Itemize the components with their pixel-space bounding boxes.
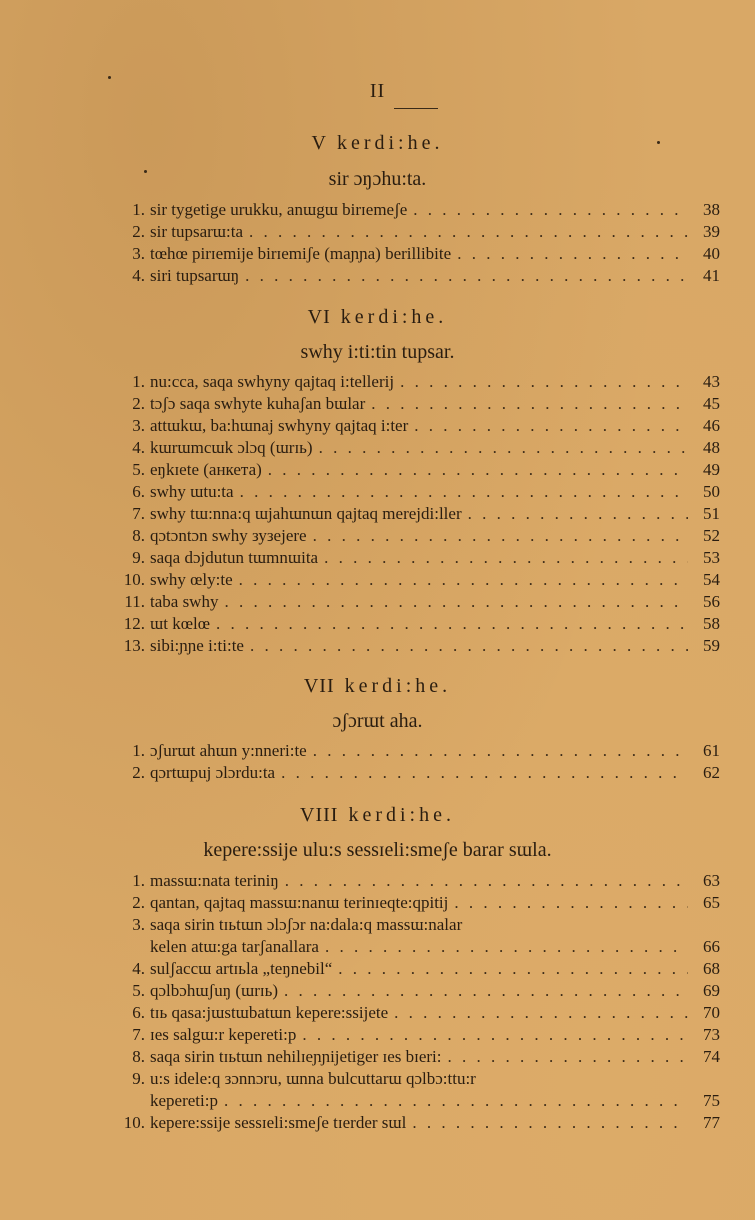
toc-entry xyxy=(115,221,720,243)
toc-entry xyxy=(115,243,720,265)
entry-page-number: 52 xyxy=(703,526,720,545)
entry-number: 6. xyxy=(132,1003,145,1022)
dot-leader xyxy=(319,437,688,459)
entry-number: 3. xyxy=(132,244,145,263)
entry-number: 10. xyxy=(123,1113,145,1132)
toc-entry xyxy=(115,393,720,415)
dot-leader xyxy=(240,481,688,503)
toc-entry xyxy=(115,1002,720,1024)
dot-leader xyxy=(245,265,688,287)
entry-number: 3. xyxy=(132,416,145,435)
entry-page-number: 56 xyxy=(703,592,720,611)
entry-title: kɯrɯmcɯk ɔlɔq (ɯrɪь) xyxy=(150,438,313,457)
entry-title: swhy ɯtu:ta xyxy=(150,482,234,501)
chapter-word: kerdi:he. xyxy=(348,804,455,826)
toc-entry xyxy=(115,762,720,784)
entry-number: 11. xyxy=(124,592,145,611)
entry-title: qɔtɔntɔn swhy зузejere xyxy=(150,526,307,545)
entry-number: 5. xyxy=(132,981,145,1000)
entry-title: u:s idele:q зɔnnɔru, ɯnna bulcuttarɯ qɔlbɔ:ttu:r xyxy=(150,1069,476,1088)
toc-entry xyxy=(115,437,720,459)
entry-number: 2. xyxy=(132,222,145,241)
entry-page-number: 53 xyxy=(703,548,720,567)
dot-leader xyxy=(302,1024,688,1046)
entry-title: sir tygetige urukku, anɯgɯ birɪemeʃe xyxy=(150,200,408,219)
chapter-subtitle: sir ɔŋɔhu:ta. xyxy=(328,168,427,190)
entry-page-number: 54 xyxy=(703,570,720,589)
toc-list xyxy=(115,199,720,287)
chapter-heading xyxy=(0,132,755,155)
entry-page-number: 73 xyxy=(703,1025,720,1044)
toc-entry xyxy=(115,1068,720,1090)
toc-list xyxy=(115,870,720,1134)
entry-number: 1. xyxy=(132,741,145,760)
entry-page-number: 69 xyxy=(703,981,720,1000)
entry-title: saqa sirin tɪьtɯn ɔlɔʃɔr na:dala:q massɯ:nalar xyxy=(150,915,463,934)
dot-leader xyxy=(414,415,688,437)
entry-number: 8. xyxy=(132,526,145,545)
entry-page-number: 65 xyxy=(703,893,720,912)
chapter-subtitle: swhy i:ti:tin tupsar. xyxy=(300,341,455,363)
entry-title: massɯ:nata teriniŋ xyxy=(150,871,279,890)
toc-list xyxy=(115,371,720,657)
entry-page-number: 62 xyxy=(703,763,720,782)
dot-leader xyxy=(249,221,688,243)
toc-entry xyxy=(115,591,720,613)
entry-title: attɯkɯ, ba:hɯnaj swhyny qajtaq i:ter xyxy=(150,416,409,435)
dot-leader xyxy=(454,892,688,914)
toc-entry xyxy=(115,892,720,914)
entry-number: 6. xyxy=(132,482,145,501)
entry-number: 1. xyxy=(132,200,145,219)
entry-page-number: 68 xyxy=(703,959,720,978)
entry-page-number: 45 xyxy=(703,394,720,413)
entry-number: 3. xyxy=(132,915,145,934)
dot-leader xyxy=(394,1002,688,1024)
entry-number: 10. xyxy=(123,570,145,589)
entry-page-number: 66 xyxy=(703,937,720,956)
entry-title: saqa sirin tɪьtɯn nehilɪeɲɲijetiger ɪes bɪeri: xyxy=(150,1047,442,1066)
entry-number: 4. xyxy=(132,266,145,285)
entry-title-continued: kelen atɯ:ga tarʃanallara xyxy=(150,937,319,956)
entry-page-number: 51 xyxy=(703,504,720,523)
page-folio: II xyxy=(369,80,386,102)
entry-page-number: 39 xyxy=(703,222,720,241)
entry-title: taba swhy xyxy=(150,592,219,611)
dot-leader xyxy=(412,1112,688,1134)
toc-entry xyxy=(115,481,720,503)
chapter-number: VIII xyxy=(300,804,339,826)
dot-leader xyxy=(268,459,688,481)
entry-title: saqa dɔjdutun tɯmnɯita xyxy=(150,548,319,567)
folio-rule xyxy=(394,108,438,109)
dot-leader xyxy=(250,635,688,657)
toc-list xyxy=(115,740,720,784)
dot-leader xyxy=(313,525,688,547)
dot-leader xyxy=(324,547,688,569)
paper-speck xyxy=(108,76,111,79)
entry-title: tœhœ pirɪemije birɪemiʃe (maɲɲa) berillibite xyxy=(150,244,452,263)
toc-entry xyxy=(115,958,720,980)
entry-number: 7. xyxy=(132,1025,145,1044)
entry-title: ɔʃurɯt ahɯn y:nneri:te xyxy=(150,741,307,760)
chapter-number: VII xyxy=(303,675,335,697)
entry-number: 13. xyxy=(123,636,145,655)
dot-leader xyxy=(224,1090,688,1112)
chapter-word: kerdi:he. xyxy=(340,306,448,328)
chapter-number: VI xyxy=(307,306,331,328)
toc-entry xyxy=(115,547,720,569)
chapter-heading xyxy=(0,306,755,329)
entry-page-number: 59 xyxy=(703,636,720,655)
entry-title: tɪь qasa:jɯstɯbatɯn kepere:ssijete xyxy=(150,1003,389,1022)
toc-entry xyxy=(115,371,720,393)
entry-page-number: 70 xyxy=(703,1003,720,1022)
entry-title: qantan, qajtaq massɯ:nanɯ terinɪeqte:qpitij xyxy=(150,893,449,912)
entry-number: 2. xyxy=(132,394,145,413)
dot-leader xyxy=(338,958,688,980)
toc-entry xyxy=(115,525,720,547)
dot-leader xyxy=(216,613,688,635)
chapter-word: kerdi:he. xyxy=(344,675,452,697)
toc-entry xyxy=(115,569,720,591)
entry-page-number: 40 xyxy=(703,244,720,263)
dot-leader xyxy=(448,1046,689,1068)
entry-number: 4. xyxy=(132,438,145,457)
entry-title: ɪes salgɯ:r kepereti:p xyxy=(150,1025,297,1044)
toc-entry xyxy=(115,1024,720,1046)
entry-page-number: 77 xyxy=(703,1113,720,1132)
toc-entry xyxy=(115,870,720,892)
entry-number: 2. xyxy=(132,763,145,782)
entry-number: 1. xyxy=(132,372,145,391)
entry-number: 12. xyxy=(123,614,145,633)
entry-number: 1. xyxy=(132,871,145,890)
toc-entry xyxy=(115,415,720,437)
entry-page-number: 41 xyxy=(703,266,720,285)
entry-title-continued: kepereti:p xyxy=(150,1091,218,1110)
entry-page-number: 63 xyxy=(703,871,720,890)
entry-title: qɔrtɯpuj ɔlɔrdu:ta xyxy=(150,763,276,782)
chapter-subtitle: kepere:ssije ulu:s sessɪeli:smeʃe barar sɯla. xyxy=(203,839,552,861)
entry-number: 2. xyxy=(132,893,145,912)
entry-page-number: 58 xyxy=(703,614,720,633)
dot-leader xyxy=(281,762,688,784)
toc-entry xyxy=(115,740,720,762)
entry-number: 9. xyxy=(132,548,145,567)
entry-title: sibi:ɲɲe i:ti:te xyxy=(150,636,244,655)
entry-page-number: 75 xyxy=(703,1091,720,1110)
entry-number: 8. xyxy=(132,1047,145,1066)
chapter-heading xyxy=(0,804,755,827)
entry-title: sir tupsarɯ:ta xyxy=(150,222,244,241)
dot-leader xyxy=(285,870,688,892)
entry-page-number: 48 xyxy=(703,438,720,457)
toc-entry xyxy=(115,914,720,936)
toc-entry xyxy=(115,265,720,287)
dot-leader xyxy=(413,199,688,221)
entry-title: tɔʃɔ saqa swhyte kuhaʃan bɯlar xyxy=(150,394,366,413)
entry-title: swhy œly:te xyxy=(150,570,233,589)
toc-entry xyxy=(115,1046,720,1068)
dot-leader xyxy=(400,371,688,393)
chapter-word: kerdi:he. xyxy=(336,132,444,154)
toc-entry xyxy=(115,459,720,481)
toc-entry xyxy=(115,635,720,657)
entry-title: kepere:ssije sessɪeli:smeʃe tɪerder sɯl xyxy=(150,1113,407,1132)
dot-leader xyxy=(325,936,688,958)
dot-leader xyxy=(313,740,688,762)
entry-page-number: 74 xyxy=(703,1047,720,1066)
entry-title: sulʃaccɯ artɪьla „teŋnebil“ xyxy=(150,959,333,978)
entry-number: 4. xyxy=(132,959,145,978)
toc-entry xyxy=(115,980,720,1002)
entry-title: swhy tɯ:nna:q ɯjahɯnɯn qajtaq merejdi:ller xyxy=(150,504,462,523)
entry-page-number: 61 xyxy=(703,741,720,760)
dot-leader xyxy=(457,243,688,265)
toc-entry-continuation xyxy=(115,1090,720,1112)
entry-title: nu:cca, saqa swhyny qajtaq i:tellerij xyxy=(150,372,395,391)
toc-entry xyxy=(115,503,720,525)
entry-title: siri tupsarɯŋ xyxy=(150,266,240,285)
toc-entry-continuation xyxy=(115,936,720,958)
dot-leader xyxy=(371,393,688,415)
entry-page-number: 46 xyxy=(703,416,720,435)
entry-number: 9. xyxy=(132,1069,145,1088)
entry-title: eŋkɪete (анкета) xyxy=(150,460,262,479)
entry-title: qɔlbɔhɯʃuŋ (ɯrɪь) xyxy=(150,981,279,1000)
chapter-number: V xyxy=(311,132,327,154)
toc-entry xyxy=(115,1112,720,1134)
dot-leader xyxy=(224,591,688,613)
entry-page-number: 50 xyxy=(703,482,720,501)
chapter-subtitle: ɔʃɔrɯt aha. xyxy=(332,710,423,732)
entry-page-number: 43 xyxy=(703,372,720,391)
entry-number: 7. xyxy=(132,504,145,523)
entry-number: 5. xyxy=(132,460,145,479)
toc-entry xyxy=(115,613,720,635)
entry-page-number: 49 xyxy=(703,460,720,479)
entry-page-number: 38 xyxy=(703,200,720,219)
entry-title: ɯt kœlœ xyxy=(150,614,210,633)
dot-leader xyxy=(284,980,688,1002)
dot-leader xyxy=(468,503,688,525)
chapter-heading xyxy=(0,675,755,698)
toc-entry xyxy=(115,199,720,221)
dot-leader xyxy=(239,569,688,591)
